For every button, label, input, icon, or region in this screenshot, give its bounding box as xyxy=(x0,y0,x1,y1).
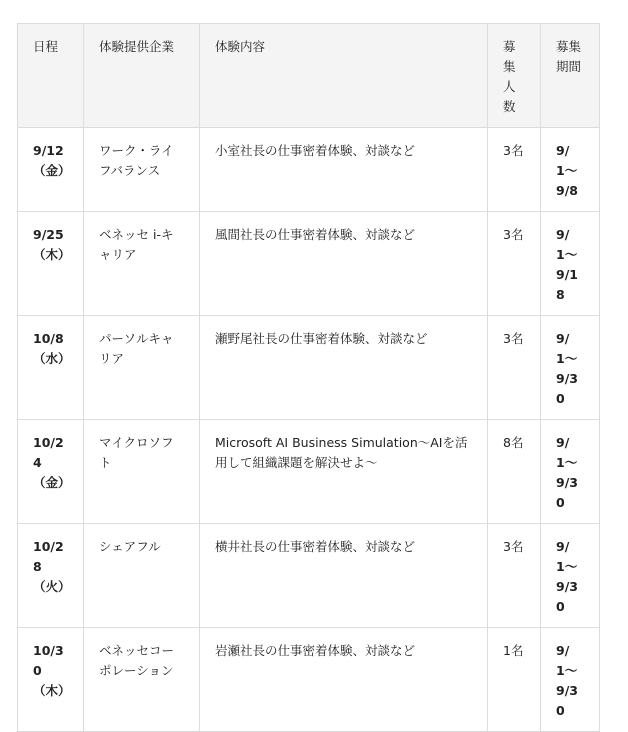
internship-schedule-table xyxy=(17,23,600,732)
header-count: 募集人数 xyxy=(488,24,541,128)
row-content: 岩瀬社長の仕事密着体験、対談など xyxy=(200,628,488,732)
row-content: 風間社長の仕事密着体験、対談など xyxy=(200,212,488,316)
row-period: 9/1〜9/30 xyxy=(541,628,600,732)
row-date: 9/25（木） xyxy=(18,212,84,316)
row-content: 瀬野尾社長の仕事密着体験、対談など xyxy=(200,316,488,420)
table-row xyxy=(18,628,600,732)
row-date: 10/24（金） xyxy=(18,420,84,524)
row-date: 10/28（火） xyxy=(18,524,84,628)
row-date: 9/12（金） xyxy=(18,128,84,212)
header-content: 体験内容 xyxy=(200,24,488,128)
row-count: 3名 xyxy=(488,524,541,628)
row-company: ベネッセ i-キャリア xyxy=(84,212,200,316)
row-count: 8名 xyxy=(488,420,541,524)
row-company: ベネッセコーポレーション xyxy=(84,628,200,732)
header-company: 体験提供企業 xyxy=(84,24,200,128)
row-company: パーソルキャリア xyxy=(84,316,200,420)
header-row xyxy=(18,24,600,128)
row-company: マイクロソフト xyxy=(84,420,200,524)
table-row xyxy=(18,212,600,316)
row-content: Microsoft AI Business Simulation〜AIを活用して組織課題を解決せよ〜 xyxy=(200,420,488,524)
header-date: 日程 xyxy=(18,24,84,128)
row-count: 3名 xyxy=(488,212,541,316)
row-period: 9/1〜9/30 xyxy=(541,420,600,524)
row-period: 9/1〜9/8 xyxy=(541,128,600,212)
row-count: 3名 xyxy=(488,128,541,212)
table-row xyxy=(18,316,600,420)
row-content: 小室社長の仕事密着体験、対談など xyxy=(200,128,488,212)
table-header xyxy=(18,24,600,128)
row-date: 10/8（水） xyxy=(18,316,84,420)
row-company: ワーク・ライフバランス xyxy=(84,128,200,212)
table-body xyxy=(18,128,600,732)
row-period: 9/1〜9/30 xyxy=(541,524,600,628)
table-row xyxy=(18,128,600,212)
row-count: 1名 xyxy=(488,628,541,732)
row-content: 横井社長の仕事密着体験、対談など xyxy=(200,524,488,628)
row-period: 9/1〜9/30 xyxy=(541,316,600,420)
row-company: シェアフル xyxy=(84,524,200,628)
row-date: 10/30（木） xyxy=(18,628,84,732)
table-row xyxy=(18,524,600,628)
header-period: 募集期間 xyxy=(541,24,600,128)
table-row xyxy=(18,420,600,524)
row-count: 3名 xyxy=(488,316,541,420)
row-period: 9/1〜9/18 xyxy=(541,212,600,316)
